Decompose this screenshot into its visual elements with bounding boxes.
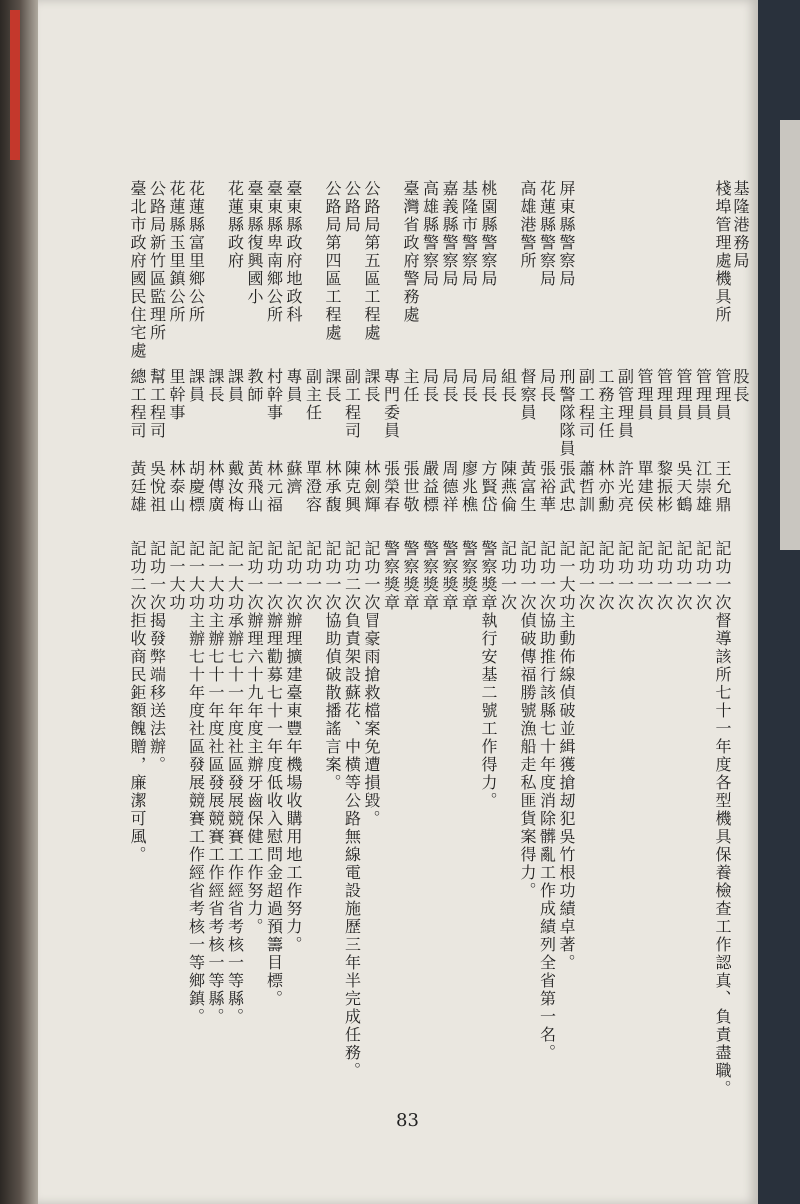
person-name-cell: 黃富生 — [518, 460, 537, 514]
person-name-cell: 張榮春 — [381, 460, 401, 514]
person-name-cell: 林元福 — [264, 460, 284, 514]
award-cell: 記功一次 — [264, 540, 284, 612]
position-cell: 局長 — [537, 368, 557, 404]
position-cell: 課長 — [362, 368, 381, 404]
organization-cell: 公路局 — [342, 180, 362, 234]
award-cell: 警察獎章 — [440, 540, 459, 612]
person-name-cell: 周德祥 — [440, 460, 459, 514]
award-cell: 記功一次 — [576, 540, 596, 612]
person-name-cell: 蕭哲訓 — [576, 460, 596, 514]
reason-cell: 協助推行該縣七十年度消除髒亂工作成績列全省第一名。 — [537, 612, 557, 1062]
person-name-cell: 單建侯 — [635, 460, 654, 514]
position-cell: 工務主任 — [596, 368, 615, 440]
reason-cell: 拒收商民鉅額餽贈，廉潔可風。 — [128, 612, 147, 864]
award-cell: 記功一次 — [615, 540, 635, 612]
position-cell: 組長 — [498, 368, 518, 404]
reason-cell: 辦理六十九年度主辦牙齒保健工作努力。 — [245, 612, 264, 936]
award-cell: 記功一次 — [635, 540, 654, 612]
person-name-cell: 林傳廣 — [206, 460, 225, 514]
position-cell: 主任 — [401, 368, 420, 404]
person-name-cell: 張裕華 — [537, 460, 557, 514]
position-cell: 督察員 — [518, 368, 537, 422]
position-cell: 總工程司 — [128, 368, 147, 440]
person-name-cell: 戴汝梅 — [225, 460, 245, 514]
person-name-cell: 江崇雄 — [693, 460, 713, 514]
position-cell: 課長 — [323, 368, 342, 404]
position-cell: 里幹事 — [167, 368, 186, 422]
organization-cell: 花蓮縣警察局 — [537, 180, 557, 288]
position-cell: 管理員 — [674, 368, 693, 422]
award-cell: 警察獎章 — [381, 540, 401, 612]
reason-cell: 負責架設蘇花、中横等公路無線電設施歷三年半完成任務。 — [342, 612, 362, 1080]
person-name-cell: 陳燕倫 — [498, 460, 518, 514]
organization-cell: 嘉義縣警察局 — [440, 180, 459, 288]
position-cell: 課長 — [206, 368, 225, 404]
person-name-cell: 蘇濟 — [284, 460, 303, 496]
book-spine — [0, 0, 40, 1204]
person-name-cell: 吳悅祖 — [147, 460, 167, 514]
position-cell: 股長 管理員 — [713, 368, 750, 422]
award-cell: 記功一次 — [147, 540, 167, 612]
award-cell: 警察獎章 — [401, 540, 420, 612]
organization-cell: 花蓮縣政府 — [225, 180, 245, 270]
award-cell: 警察獎章 — [479, 540, 498, 612]
position-cell: 專員 — [284, 368, 303, 404]
position-cell: 課員 — [186, 368, 206, 404]
position-cell: 局長 — [459, 368, 479, 404]
organization-cell: 基隆市警察局 — [459, 180, 479, 288]
award-cell: 記功一次 — [654, 540, 674, 612]
reason-cell: 辦理勸募七十一年度低收入慰問金超過預籌目標。 — [264, 612, 284, 1008]
person-name-cell: 張武忠 — [557, 460, 576, 514]
organization-cell: 花蓮縣玉里鎮公所 — [167, 180, 186, 324]
position-cell: 教師 — [245, 368, 264, 404]
organization-cell: 臺東縣卑南鄉公所 — [264, 180, 284, 324]
organization-cell: 基隆港務局 棧埠管理處機具所 — [713, 180, 750, 324]
organization-cell: 高雄港警所 — [518, 180, 537, 270]
person-name-cell: 黃廷雄 — [128, 460, 147, 514]
position-cell: 局長 — [479, 368, 498, 404]
award-cell: 記一大功 — [225, 540, 245, 612]
award-cell: 記功一次 — [596, 540, 615, 612]
position-cell: 副管理員 — [615, 368, 635, 440]
award-cell: 記一大功 — [186, 540, 206, 612]
position-cell: 刑警隊隊員 — [557, 368, 576, 458]
organization-cell: 臺東縣復興國小 — [245, 180, 264, 306]
reason-cell: 主辦七十年度社區發展競賽工作經省考核一等鄉鎮。 — [186, 612, 206, 1026]
reason-cell: 承辦七十一年度社區發展競賽工作經省考核一等縣。 — [225, 612, 245, 1026]
award-cell: 警察獎章 — [459, 540, 479, 612]
position-cell: 局長 — [440, 368, 459, 404]
reason-cell: 冒豪雨搶救檔案免遭損毀。 — [362, 612, 381, 828]
person-name-cell: 胡慶標 — [186, 460, 206, 514]
award-cell: 記功一次 — [284, 540, 303, 612]
award-cell: 記功一次 — [674, 540, 693, 612]
organization-cell: 臺灣省政府警務處 — [401, 180, 420, 324]
organization-cell: 臺東縣政府地政科 — [284, 180, 303, 324]
person-name-cell: 方賢岱 — [479, 460, 498, 514]
position-cell: 課員 — [225, 368, 245, 404]
person-name-cell: 張世敬 — [401, 460, 420, 514]
award-cell: 記功一次 — [303, 540, 323, 612]
position-cell: 局長 — [420, 368, 440, 404]
person-name-cell: 林承馥 — [323, 460, 342, 514]
award-cell: 記功一次 — [323, 540, 342, 612]
position-cell: 村幹事 — [264, 368, 284, 422]
position-cell: 副工程司 — [576, 368, 596, 440]
person-name-cell: 廖兆樵 — [459, 460, 479, 514]
position-cell: 專門委員 — [381, 368, 401, 440]
position-cell: 管理員 — [654, 368, 674, 422]
award-cell: 記功一次 — [518, 540, 537, 612]
person-name-cell: 嚴益標 — [420, 460, 440, 514]
award-cell: 警察獎章 — [420, 540, 440, 612]
reason-cell: 執行安基二號工作得力。 — [479, 612, 498, 810]
person-name-cell: 黃飛山 — [245, 460, 264, 514]
page-edge-marker — [10, 10, 20, 160]
organization-cell: 公路局新竹區監理所 — [147, 180, 167, 342]
award-cell: 記功一次 — [245, 540, 264, 612]
award-cell: 記一大功 — [167, 540, 186, 612]
award-cell: 記功二次 — [128, 540, 147, 612]
reason-cell: 主辦七十一年度社區發展競賽工作經省考核一等縣。 — [206, 612, 225, 1026]
position-cell: 管理員 — [693, 368, 713, 422]
organization-cell: 花蓮縣富里鄉公所 — [186, 180, 206, 324]
organization-cell: 臺北市政府國民住宅處 — [128, 180, 147, 360]
position-cell: 副主任 — [303, 368, 323, 422]
award-cell: 記功一次 — [693, 540, 713, 612]
person-name-cell: 吳天鶴 — [674, 460, 693, 514]
person-name-cell: 林泰山 — [167, 460, 186, 514]
person-name-cell: 許光亮 — [615, 460, 635, 514]
organization-cell: 高雄縣警察局 — [420, 180, 440, 288]
award-cell: 記一大功 — [557, 540, 576, 612]
reason-cell: 辦理擴建臺東豐年機場收購用地工作努力。 — [284, 612, 303, 954]
person-name-cell: 單澄容 — [303, 460, 323, 514]
organization-cell: 公路局第四區工程處 — [323, 180, 342, 342]
reason-cell: 協助偵破散播謠言案。 — [323, 612, 342, 792]
award-cell: 記功一次 — [498, 540, 518, 612]
award-cell: 記一大功 — [206, 540, 225, 612]
organization-cell: 公路局第五區工程處 — [362, 180, 381, 342]
award-cell: 記功一次 — [362, 540, 381, 612]
person-name-cell: 林亦勳 — [596, 460, 615, 514]
page-number: 83 — [396, 1110, 419, 1131]
organization-cell: 屏東縣警察局 — [557, 180, 576, 288]
reason-cell: 督導該所七十一年度各型機具保養檢查工作認真、負責盡職。 — [713, 612, 732, 1098]
organization-cell: 桃園縣警察局 — [479, 180, 498, 288]
person-name-cell: 王允鼎 — [713, 460, 732, 514]
person-name-cell: 林劍輝 — [362, 460, 381, 514]
reason-cell: 偵破傳福勝號漁船走私匪貨案得力。 — [518, 612, 537, 900]
award-cell: 記功二次 — [342, 540, 362, 612]
position-cell: 副工程司 — [342, 368, 362, 440]
position-cell: 管理員 — [635, 368, 654, 422]
award-cell: 記功一次 — [713, 540, 732, 612]
position-cell: 幫工程司 — [147, 368, 167, 440]
reason-cell: 主動佈線偵破並緝獲搶刼犯吳竹根功績卓著。 — [557, 612, 576, 972]
award-cell: 記功一次 — [537, 540, 557, 612]
person-name-cell: 黎振彬 — [654, 460, 674, 514]
person-name-cell: 陳克興 — [342, 460, 362, 514]
reason-cell: 揭發弊端移送法辦。 — [147, 612, 167, 774]
adjacent-page-edge — [780, 120, 800, 550]
